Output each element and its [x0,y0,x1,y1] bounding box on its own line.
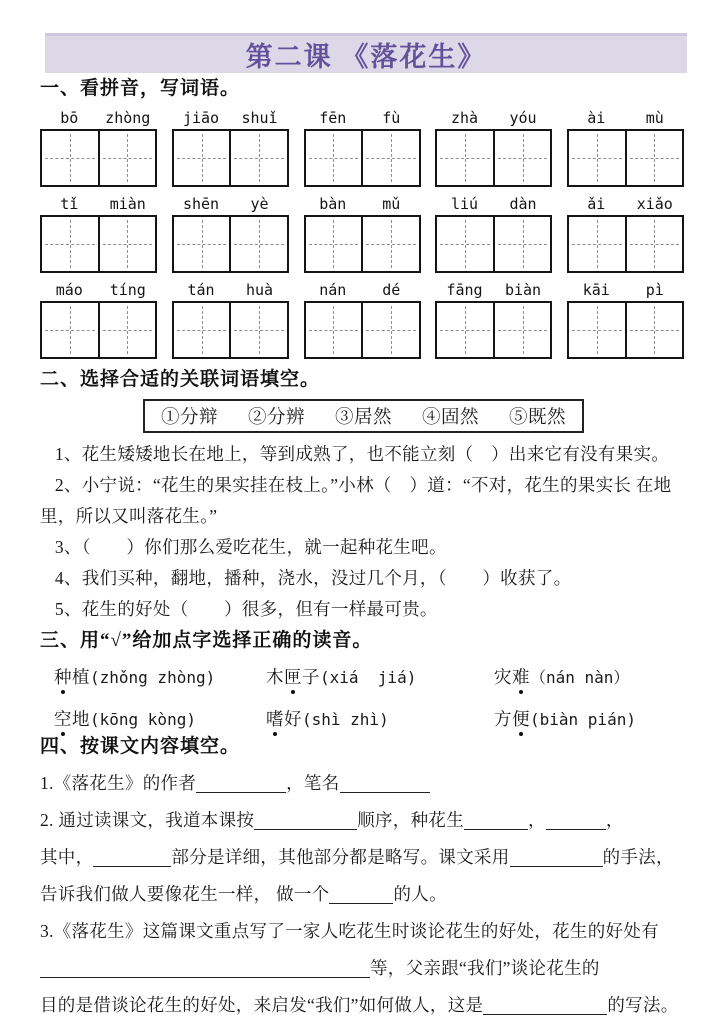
answer-blank [340,776,430,794]
pinyin-word-group [40,192,157,273]
pinyin-label [40,192,157,214]
writing-grid-pair [435,129,552,187]
pinyin-row [40,192,687,273]
section-pinyin-heading: 一、看拼音，写词语。 [40,78,241,99]
character: 子 [302,667,320,687]
pronunciation-item [266,664,494,689]
pinyin-syllable: ài [587,109,606,127]
pronunciation-word [266,667,320,687]
pinyin-word-group [304,192,421,273]
pronunciation-item [494,664,687,689]
pronunciation-options: (shì zhì) [302,710,389,729]
dotted-character: 嗜 [266,706,284,731]
pronunciation-word [494,667,530,687]
pinyin-syllable: máo [55,281,83,299]
pinyin-label [172,278,289,300]
writing-grid-box [361,217,419,271]
pronunciation-options: (kōng kòng) [90,710,196,729]
writing-grid-pair [304,301,421,359]
fill-text: 的手法， [602,847,674,867]
writing-grid-box [437,131,493,185]
answer-blank [40,961,370,979]
pinyin-word-group [435,106,552,187]
pinyin-syllable: biàn [504,281,542,299]
pinyin-syllable: bàn [319,195,347,213]
pinyin-word-group [435,192,552,273]
section-pronunciation-heading: 三、用“√”给加点字选择正确的读音。 [40,630,373,651]
writing-grid-box [569,131,625,185]
answer-blank [329,887,393,905]
writing-grid-pair [40,301,157,359]
writing-grid-pair [435,215,552,273]
fill-text: 2. 通过读课文，我道本课按 [40,810,255,830]
writing-grid-pair [567,129,684,187]
pinyin-word-group [172,192,289,273]
pinyin-syllable: yè [250,195,269,213]
writing-grid-box [493,131,551,185]
pinyin-rows [40,106,687,359]
writing-grid-box [174,131,230,185]
pinyin-syllable: pì [645,281,664,299]
pronunciation-options: (xiá jiá) [320,668,417,687]
fill-line [40,802,687,839]
writing-grid-pair [172,215,289,273]
writing-grid-box [625,303,683,357]
question-item: 3、（ ）你们那么爱吃花生，就一起种花生吧。 [54,537,447,557]
question-item: 4、我们买种，翻地，播种，浇水，没过几个月，（ ）收获了。 [54,568,572,588]
dotted-character: 空 [54,706,72,731]
fill-text: 3.《落花生》这篇课文重点写了一家人吃花生时谈论花生的好处，花生的好处有 [40,921,659,941]
character: 好 [284,709,302,729]
writing-grid-box [98,131,156,185]
pronunciation-options: (biàn pián) [530,710,636,729]
pinyin-syllable: tíng [109,281,146,299]
fill-text: 其中， [40,847,94,867]
word-bank-item: ④固然 [422,408,480,428]
writing-grid-box [493,217,551,271]
dotted-character: 匣 [284,664,302,689]
writing-grid-box [437,303,493,357]
pinyin-syllable: bō [60,109,79,127]
pronunciation-word [266,709,302,729]
question-item: 2、小宁说：“花生的果实挂在枝上。”小林（ ）道：“不对，花生的果实长 在地里，所以又叫落花生。” [40,475,672,526]
writing-grid-box [306,131,362,185]
pinyin-label [567,106,684,128]
pinyin-syllable: xiǎo [636,195,673,213]
title-band [45,33,687,73]
pinyin-syllable: fāng [446,281,483,299]
pinyin-word-group [40,278,157,359]
writing-grid-box [625,131,683,185]
pinyin-syllable: dàn [509,195,537,213]
section-pinyin [40,73,687,359]
writing-grid-box [493,303,551,357]
pinyin-label [435,192,552,214]
fill-text: 告诉我们做人要像花生一样， 做一个 [40,884,330,904]
pronunciation-item [54,706,266,731]
answer-blank [196,776,286,794]
pinyin-syllable: nán [319,281,347,299]
writing-grid-box [569,217,625,271]
writing-grid-pair [172,129,289,187]
fill-text: 等，父亲跟“我们”谈论花生的 [370,958,600,978]
fill-text: ，笔名 [286,773,340,793]
pinyin-label [172,192,289,214]
writing-grid-box [569,303,625,357]
pinyin-word-group [567,278,684,359]
writing-grid-pair [304,215,421,273]
writing-grid-pair [172,301,289,359]
pinyin-label [435,106,552,128]
fill-text: 部分是详细，其他部分都是略写。课文采用 [171,847,510,867]
pronunciation-grid [40,664,687,731]
writing-grid-pair [40,215,157,273]
pronunciation-item [266,706,494,731]
writing-grid-box [306,217,362,271]
fill-text: 目的是借谈论花生的好处，来启发“我们”如何做人，这是 [40,995,484,1015]
writing-grid-pair [304,129,421,187]
pinyin-word-group [567,192,684,273]
pinyin-syllable: miàn [109,195,146,213]
pronunciation-options: (zhǒng zhòng) [90,668,216,687]
word-bank-item: ③居然 [334,408,392,428]
pinyin-syllable: dé [382,281,401,299]
writing-grid-box [361,303,419,357]
page-title: 第二课 《落花生》 [245,42,487,72]
pinyin-row [40,278,687,359]
pronunciation-word [54,667,90,687]
pinyin-syllable: mǔ [382,195,401,213]
writing-grid-box [437,217,493,271]
pinyin-syllable: fēn [319,109,347,127]
section-conjunctions-heading: 二、选择合适的关联词语填空。 [40,369,321,390]
pinyin-syllable: ǎi [587,195,606,213]
answer-blank [464,813,528,831]
fill-line [40,950,687,987]
pinyin-word-group [567,106,684,187]
writing-grid-box [229,131,287,185]
fill-line [40,876,687,913]
answer-blank [254,813,357,831]
pinyin-word-group [40,106,157,187]
word-bank-box [143,399,584,433]
character: 方 [494,709,512,729]
writing-grid-box [229,303,287,357]
pinyin-syllable: liú [450,195,479,213]
character: 植 [72,667,90,687]
writing-grid-box [42,303,98,357]
dotted-character: 便 [512,706,530,731]
pinyin-syllable: mù [645,109,664,127]
section-fill-heading: 四、按课文内容填空。 [40,736,241,757]
conjunction-questions [40,439,687,625]
fill-lines [40,765,687,1024]
pinyin-syllable: jiāo [182,109,220,127]
writing-grid-pair [567,301,684,359]
pinyin-label [567,192,684,214]
answer-blank [510,850,603,868]
dotted-character: 难 [512,664,530,689]
pronunciation-options: （nán nàn） [530,668,630,687]
writing-grid-pair [40,129,157,187]
word-bank-item: ①分辩 [160,408,218,428]
pronunciation-item [494,706,687,731]
pinyin-syllable: shuǐ [241,109,278,127]
question-item: 5、花生的好处（ ）很多，但有一样最可贵。 [54,599,438,619]
pinyin-syllable: zhòng [105,109,151,127]
pinyin-syllable: fù [382,109,401,127]
word-bank-item: ⑤既然 [509,408,567,428]
writing-grid-box [229,217,287,271]
writing-grid-box [306,303,362,357]
pinyin-word-group [304,106,421,187]
pronunciation-word [54,709,90,729]
answer-blank [93,850,171,868]
writing-grid-pair [435,301,552,359]
fill-text: ， [605,810,624,830]
pinyin-label [304,278,421,300]
writing-grid-box [625,217,683,271]
pinyin-word-group [435,278,552,359]
fill-text: 顺序，种花生 [357,810,465,830]
fill-line [40,987,687,1024]
writing-grid-box [42,131,98,185]
pinyin-label [435,278,552,300]
fill-text: 1.《落花生》的作者 [40,773,197,793]
writing-grid-pair [567,215,684,273]
section-fill [40,731,687,1024]
pronunciation-item [54,664,266,689]
pinyin-label [172,106,289,128]
pinyin-label [40,106,157,128]
character: 木 [266,667,284,687]
writing-grid-box [361,131,419,185]
character: 地 [72,709,90,729]
pinyin-label [40,278,157,300]
fill-line [40,765,687,802]
section-pronunciation [40,625,687,731]
pinyin-label [304,192,421,214]
question-item: 1、花生矮矮地长在地上，等到成熟了，也不能立刻（ ）出来它有没有果实。 [54,444,670,464]
writing-grid-box [42,217,98,271]
pinyin-syllable: huà [245,281,274,299]
pinyin-row [40,106,687,187]
pinyin-syllable: kāi [582,281,610,299]
writing-grid-box [174,217,230,271]
pinyin-syllable: shēn [182,195,220,213]
pinyin-word-group [304,278,421,359]
fill-line [40,839,687,876]
fill-text: ， [528,810,546,830]
pinyin-syllable: tǐ [60,195,79,213]
pinyin-label [304,106,421,128]
dotted-character: 种 [54,664,72,689]
section-conjunctions [40,364,687,625]
answer-blank [483,998,607,1016]
pinyin-syllable: yóu [509,109,537,127]
character: 灾 [494,667,512,687]
fill-text: 的写法。 [607,995,679,1015]
writing-grid-box [174,303,230,357]
fill-line [40,913,687,950]
writing-grid-box [98,303,156,357]
pinyin-label [567,278,684,300]
writing-grid-box [98,217,156,271]
fill-text: 的人。 [393,884,447,904]
pinyin-syllable: zhà [450,109,479,127]
pinyin-word-group [172,106,289,187]
answer-blank [546,813,606,831]
word-bank-item: ②分辨 [247,408,305,428]
pronunciation-word [494,709,530,729]
pinyin-word-group [172,278,289,359]
pinyin-syllable: tán [187,281,215,299]
